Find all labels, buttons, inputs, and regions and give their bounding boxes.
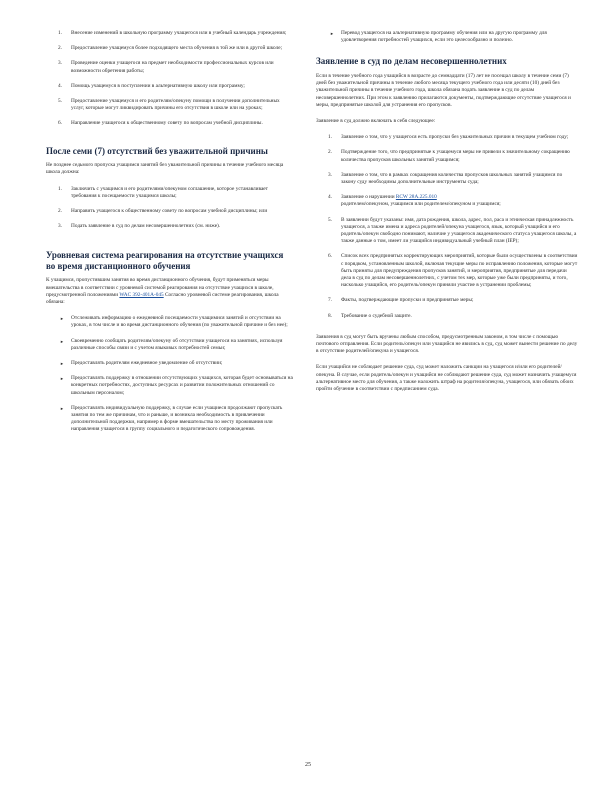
list-number: 4.	[58, 82, 62, 89]
list-item	[46, 405, 294, 434]
juvenile-court-paragraph: Если в течение учебного года учащийся в возрасте до семнадцати (17) лет не посещал школу в течение семи (7) дней без уважительной причины в течение любого месяца текущего учебного года или десяти (10) дней без уважительной причины в течение учебного года, школа обязана подать заявление в суд по делам несовершеннолетних. При этом к заявлению прилагаются документы, подтверждающие отсутствие учащегося и меры, предпринятые школой для устранения его пропусков.	[316, 72, 571, 108]
list-item	[46, 338, 294, 352]
sanctions-paragraph: Если учащийся не соблюдает решение суда, суд может наложить санкции на учащегося и/или его родителей/опекуна. В случае, если родитель/опекун и учащийся не соблюдают решение суда, суд может назначить учащемуся альтернативное место для обучения, а также наложить штраф на родителя/опекуна, учащегося, или обязать обоих пройти обучение в соответствии с предписанием суда.	[316, 364, 577, 392]
petition-contents-paragraph: Заявление в суд должно включать в себя следующее:	[316, 117, 436, 124]
list-item	[46, 223, 294, 230]
bullet-icon: ►	[60, 376, 64, 382]
juvenile-court-heading: Заявление в суд по делам несовершеннолетних	[316, 56, 507, 67]
list-item-text: Список всех предпринятых корректирующих мероприятий, которые были осуществлены в соответствии с порядком, установленным школой, включая текущие меры по исправлению положения, которые могут быть приняты для предупреждения пропусков занятий, и мероприятия, предпринятые для передачи дела в суд по делам несовершеннолетних, с учетом тех мер, которые уже были предприняты, и того, насколько учащийся, его родитель/опекун приняли участие в устранении проблемы;	[341, 253, 578, 289]
tiered-system-text: К учащимся, пропустившим занятия во время дистанционного обучения, будут применяться меры вмешательства в соответствии с уровневой системой реагирования на отсутствие учащихся в школе, предусмотренной положениями	[46, 277, 274, 298]
list-item-text: Факты, подтверждающие пропуски и предпринятые меры;	[341, 297, 474, 304]
list-item	[316, 134, 578, 141]
list-item	[46, 60, 294, 74]
list-number: 1.	[328, 134, 332, 141]
list-item	[46, 375, 294, 397]
left-column	[46, 30, 294, 442]
list-item	[46, 98, 294, 112]
list-item-text: Заявление о нарушении	[341, 194, 395, 201]
list-number: 8.	[328, 312, 332, 319]
list-number: 1.	[58, 185, 62, 192]
list-number: 3.	[328, 171, 332, 178]
list-number: 3.	[58, 60, 62, 67]
list-number: 6.	[328, 253, 332, 260]
list-number: 3.	[58, 223, 62, 230]
list-item-text: Предоставлять индивидуальную поддержку, в случае если учащиеся продолжают пропускать занятия по тем же причинам, что и раньше, и возникла необходимость в привлечении дополнительной поддержки, например в форме вмешательства по месту проживания или направления учащегося в группу социального и педагогического сопровождения.	[71, 404, 283, 433]
list-number: 2.	[58, 207, 62, 214]
list-item-text: Заявление о том, что у учащегося есть пропуски без уважительных причин в текущем учебном году;	[341, 134, 569, 141]
wac-link[interactable]: WAC 392-401A-045	[119, 291, 164, 298]
list-item	[316, 149, 578, 163]
bullet-icon: ►	[60, 405, 64, 411]
right-column	[316, 30, 578, 393]
list-item-text: В заявлении будут указаны: имя, дата рождения, школа, адрес, пол, раса и этническая принадлежность учащегося, а также имена и адреса родителей/опекуна учащегося, язык, который учащийся и его родитель/опекун свободно понимают, наличие у учащегося академического статуса учащегося школы, а также данные о том, имеет ли учащийся индивидуальный учебный план (IEP);	[341, 216, 577, 245]
list-item-text: Требование о судебной защите.	[341, 312, 412, 319]
list-item	[316, 194, 578, 208]
list-number: 2.	[58, 45, 62, 52]
list-item	[46, 30, 294, 37]
list-item	[46, 120, 294, 127]
list-item	[316, 217, 578, 246]
tiered-system-list	[46, 315, 294, 433]
tiered-system-paragraph	[46, 277, 294, 306]
list-item-text: Проведение оценки учащегося на предмет необходимости профессиональных курсов или возможности обретения работы;	[71, 60, 274, 74]
list-item	[316, 313, 578, 320]
list-item-text: Предоставлять родителям ежедневное уведомление об отсутствии;	[71, 359, 223, 366]
list-item	[316, 30, 578, 44]
list-item-text: Перевод учащегося на альтернативную программу обучения или на другую программу для удовлетворения потребностей учащихся, если это целесообразно и полезно.	[341, 30, 547, 44]
list-number: 1.	[58, 30, 62, 36]
list-item	[46, 186, 294, 200]
list-item-text-2: родителем/опекуном, учащимся или родителем/опекуном и учащимся;	[341, 201, 501, 208]
list-item	[316, 297, 578, 304]
bullet-icon: ►	[60, 338, 64, 344]
bullet-icon: ►	[330, 31, 334, 36]
service-paragraph: Заявления в суд могут быть вручены любым способом, предусмотренным законом, в том числе с помощью почтового отправления. Если родитель/опекун или учащийся не явились в суд, суд может вынести решение по делу в отсутствие родителей/опекуна и учащегося.	[316, 333, 578, 355]
list-item-text: Направление учащегося к общественному совету по вопросам учебной дисциплины.	[71, 120, 263, 127]
petition-list	[316, 134, 578, 320]
tiered-system-heading: Уровневая система реагирования на отсутствие учащихся во время дистанционного обучения	[46, 250, 284, 271]
list-item-text: Подать заявление в суд по делам несовершеннолетних (см. ниже).	[71, 223, 221, 230]
list-number: 7.	[328, 297, 332, 304]
seven-absences-heading: После семи (7) отсутствий без уважительной причины	[46, 145, 268, 156]
list-item-text: Предоставление учащемуся более подходящего места обучения в той же или в другой школе;	[71, 45, 283, 52]
list-item-text: Предоставление учащемуся и его родителям/опекуну помощи в получении дополнительных услуг, которые могут ликвидировать причины его отсутствия в школе или на уроках;	[71, 98, 280, 112]
list-item	[46, 83, 294, 90]
rcw-link[interactable]: RCW 28A.225.010	[395, 194, 437, 201]
list-item	[46, 360, 294, 367]
list-item-text: Своевременно сообщать родителям/опекуну об отсутствии учащегося на занятиях, используя различные способы связи и с учетом языковых потребностей семьи;	[71, 337, 283, 351]
list-number: 6.	[58, 120, 62, 127]
list-item-text: Внесение изменений в школьную программу учащегося или в учебный календарь учреждения;	[71, 30, 287, 36]
list-item	[46, 45, 294, 52]
list-number: 4.	[328, 194, 332, 201]
tiered-system-text-2: Согласно уровневой системе реагирования, школа обязана:	[46, 291, 279, 305]
list-item	[316, 172, 578, 186]
list-item-text: Подтверждение того, что предпринятые к учащемуся меры не привели к значительному сокращению количества пропусков школьных занятий учащимся;	[341, 149, 570, 163]
list-number: 2.	[328, 149, 332, 156]
seven-absences-paragraph: Не позднее седьмого пропуска учащимся занятий без уважительной причины в течение учебного месяца школа должна:	[46, 162, 284, 176]
list-item-text: Предоставлять поддержку в отношении отсутствующих учащихся, которая будет основываться на конкретных потребностях, доступных ресурсах и развитии положительных отношений со школьным персоналом;	[71, 375, 293, 396]
list-item-text: Направить учащегося к общественному совету по вопросам учебной дисциплины; или	[71, 207, 268, 214]
bullet-icon: ►	[60, 360, 64, 366]
list-number: 5.	[328, 216, 332, 223]
list-item-text: Помощь учащемуся в поступлении в альтернативную школу или программу;	[71, 82, 245, 89]
list-item-text: Заявление о том, что в рамках сокращения количества пропусков школьных занятий учащимся по закону суду необходимы дополнительные инструменты суда;	[341, 171, 563, 185]
seven-absences-list	[46, 186, 294, 231]
list-number: 5.	[58, 98, 62, 105]
bullet-icon: ►	[60, 316, 64, 322]
list-item	[46, 208, 294, 215]
intervention-list	[46, 30, 294, 128]
list-item	[316, 253, 578, 289]
page-number: 25	[305, 762, 311, 768]
list-item-text: Отслеживать информацию о ежедневной посещаемости учащимися занятий и отсутствии на уроках, в том числе и во время дистанционного обучения (по уважительной причине и без нее);	[71, 315, 288, 329]
list-item	[46, 315, 294, 329]
list-item-text: Заключить с учащимся и его родителями/опекуном соглашение, которое устанавливает требования к посещаемости учащимся школы;	[71, 185, 268, 199]
